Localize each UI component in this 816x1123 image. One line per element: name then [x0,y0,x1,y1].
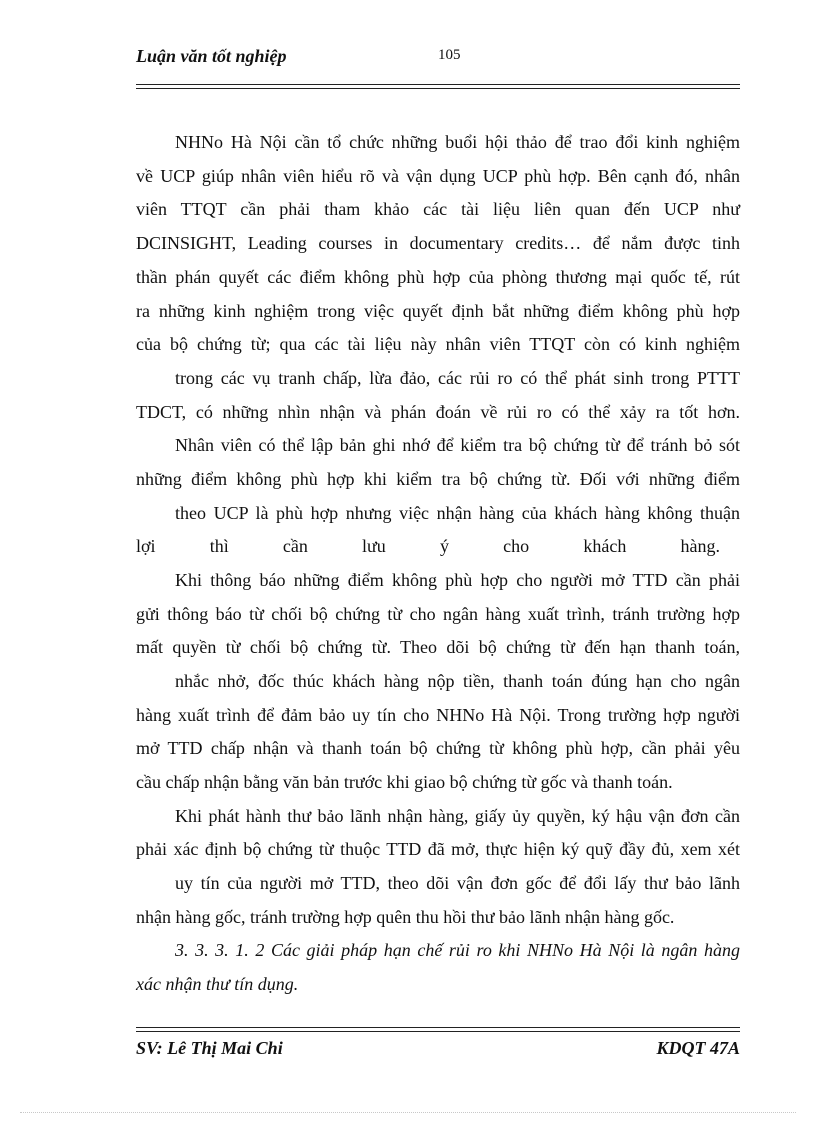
text-line: trong các vụ tranh chấp, lừa đảo, các rủi ro có thể phát sinh trong PTTT [175,368,740,388]
header-title: Luận văn tốt nghiệp [136,46,287,66]
text-line: hàng xuất trình để đảm bảo uy tín cho NHNo Hà Nội. Trong trường hợp người [136,705,740,725]
text-line: DCINSIGHT, Leading courses in documentary credits… để nắm được tinh [136,233,740,253]
header-rule [136,84,740,85]
text-line: mở TTD chấp nhận và thanh toán bộ chứng từ không phù hợp, cần phải yêu [136,738,740,758]
text-line: nhắc nhở, đốc thúc khách hàng nộp tiền, thanh toán đúng hạn cho ngân [175,671,740,691]
header-rule [136,88,740,89]
text-line: lợi thì cần lưu ý cho khách hàng. [136,536,720,556]
footer-rule [136,1031,740,1032]
page-number: 105 [438,47,461,63]
section-heading: xác nhận thư tín dụng. [136,974,299,994]
text-line: về UCP giúp nhân viên hiểu rõ và vận dụng UCP phù hợp. Bên cạnh đó, nhân [136,166,740,186]
text-line: Nhân viên có thể lập bản ghi nhớ để kiểm tra bộ chứng từ để tránh bỏ sót [175,435,740,455]
text-line: mất quyền từ chối bộ chứng từ. Theo dõi bộ chứng từ đến hạn thanh toán, [136,637,740,657]
text-line: theo UCP là phù hợp nhưng việc nhận hàng của khách hàng không thuận [175,503,740,523]
text-line: thần phán quyết các điểm không phù hợp của phòng thương mại quốc tế, rút [136,267,740,287]
text-line: uy tín của người mở TTD, theo dõi vận đơn gốc để đổi lấy thư bảo lãnh [175,873,740,893]
page-edge-dotted-line [20,1112,796,1113]
text-line: NHNo Hà Nội cần tổ chức những buổi hội thảo để trao đổi kinh nghiệm [175,132,740,152]
text-line: những điểm không phù hợp khi kiểm tra bộ chứng từ. Đối với những điểm [136,469,740,489]
student-name: SV: Lê Thị Mai Chi [136,1038,283,1058]
section-heading: 3. 3. 3. 1. 2 Các giải pháp hạn chế rủi ro khi NHNo Hà Nội là ngân hàng [175,940,740,960]
text-line: Khi thông báo những điểm không phù hợp cho người mở TTD cần phải [175,570,740,590]
class-code: KDQT 47A [656,1038,740,1058]
text-line: TDCT, có những nhìn nhận và phán đoán về rủi ro có thể xảy ra tốt hơn. [136,402,740,422]
footer-rule [136,1027,740,1028]
text-line: viên TTQT cần phải tham khảo các tài liệu liên quan đến UCP như [136,199,740,219]
text-line: nhận hàng gốc, tránh trường hợp quên thu hồi thư bảo lãnh nhận hàng gốc. [136,907,675,927]
text-line: gửi thông báo từ chối bộ chứng từ cho ngân hàng xuất trình, tránh trường hợp [136,604,740,624]
text-line: ra những kinh nghiệm trong việc quyết định bắt những điểm không phù hợp [136,301,740,321]
text-line: Khi phát hành thư bảo lãnh nhận hàng, giấy ủy quyền, ký hậu vận đơn cần [175,806,740,826]
text-line: cầu chấp nhận bằng văn bản trước khi giao bộ chứng từ gốc và thanh toán. [136,772,673,792]
text-line: của bộ chứng từ; qua các tài liệu này nhân viên TTQT còn có kinh nghiệm [136,334,740,354]
text-line: phải xác định bộ chứng từ thuộc TTD đã mở, thực hiện ký quỹ đầy đủ, xem xét [136,839,740,859]
